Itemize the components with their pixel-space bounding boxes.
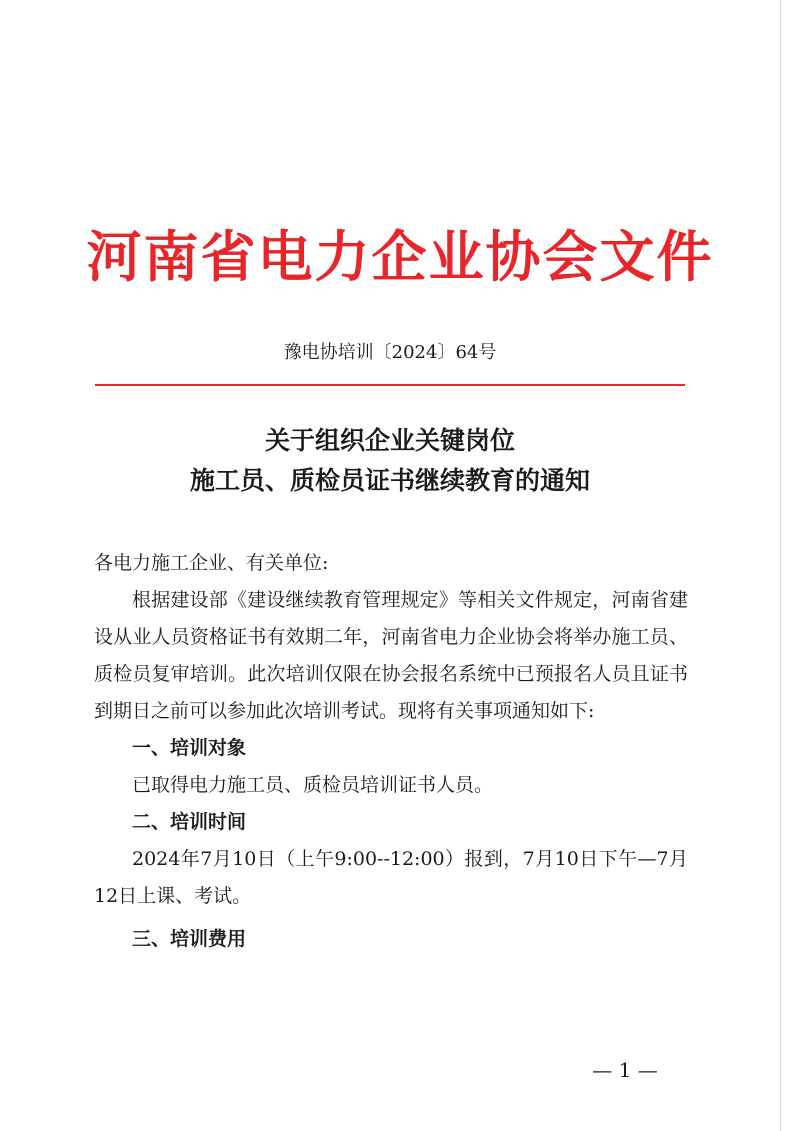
- document-number: 豫电协培训〔2024〕64号: [283, 342, 497, 363]
- intro-paragraph: 根据建设部《建设继续教育管理规定》等相关文件规定，河南省建设从业人员资格证书有效期二年，河南省电力企业协会将举办施工员、质检员复审培训。此次培训仅限在协会报名系统中已预报名人员且证书到期日之前可以参加此次培训考试。现将有关事项通知如下:: [94, 589, 688, 722]
- page-number: — 1 —: [592, 1058, 658, 1082]
- section-heading: 三、培训费用: [132, 928, 247, 950]
- page-edge-line: [780, 0, 781, 1131]
- document-body: [94, 545, 688, 958]
- notice-title-line-1: 关于组织企业关键岗位: [264, 426, 515, 455]
- red-divider: [95, 384, 685, 386]
- salutation: 各电力施工企业、有关单位:: [94, 552, 329, 574]
- section-text: 2024年7月10日（上午9:00--12:00）报到，7月10日下午—7月12日上课、考试。: [94, 848, 688, 907]
- section-heading: 一、培训对象: [132, 737, 247, 759]
- issuer-title: 河南省电力企业协会文件: [86, 224, 714, 289]
- section-text: 已取得电力施工员、质检员培训证书人员。: [132, 774, 494, 796]
- notice-title-line-2: 施工员、质检员证书继续教育的通知: [189, 466, 590, 495]
- notice-title: [0, 421, 780, 501]
- section-heading: 二、培训时间: [132, 811, 247, 833]
